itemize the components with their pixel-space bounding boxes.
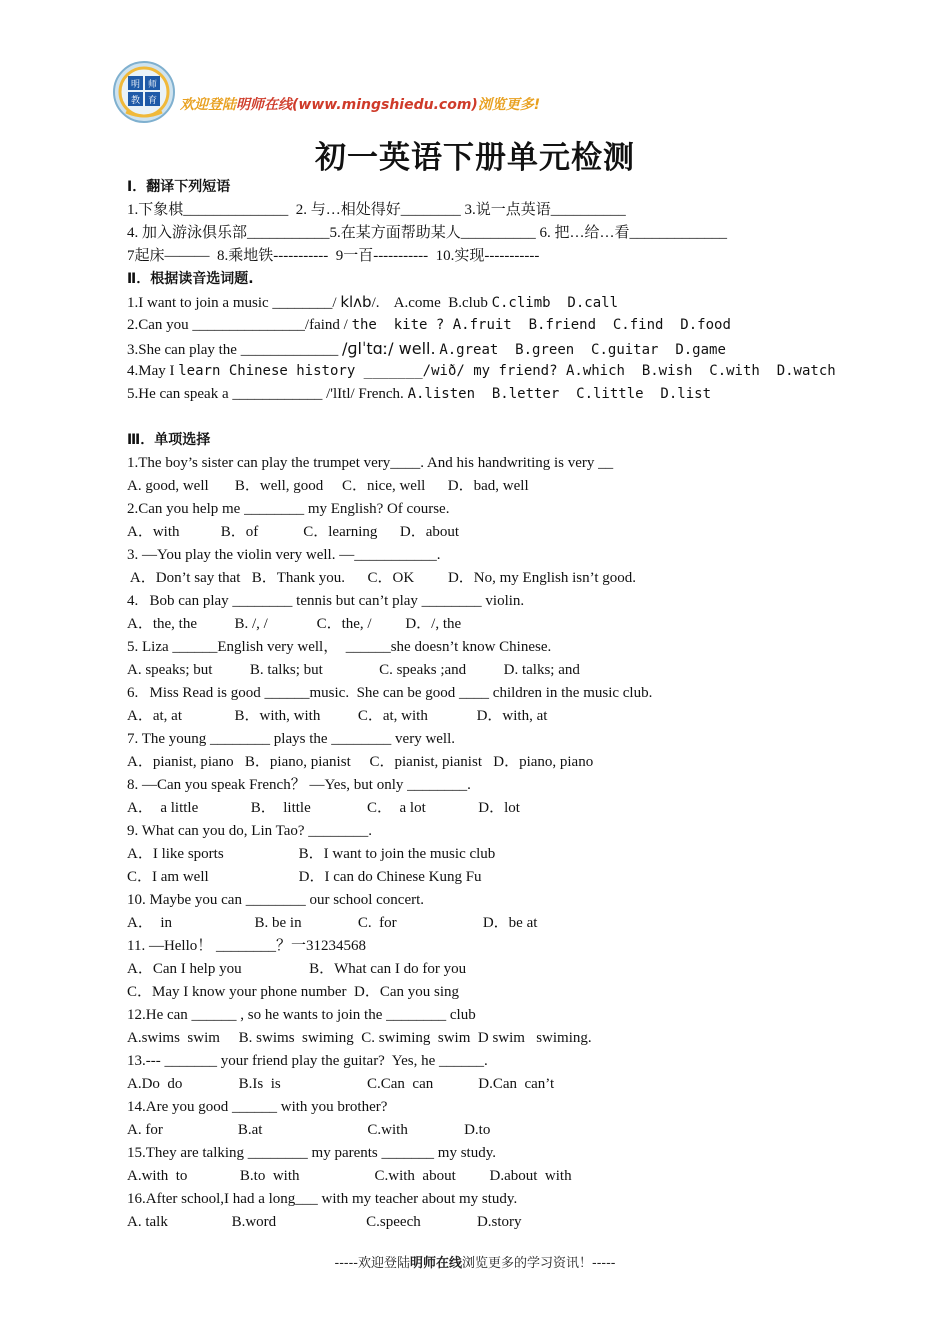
pronunciation-question-5	[127, 383, 907, 406]
choice-line: 6. Miss Read is good ______music. She can be good ____ children in the music club.	[127, 685, 653, 701]
footer-brand[interactable]: 明师在线	[409, 1256, 462, 1271]
choice-line: A.with to B.to with C.with about D.about with	[127, 1168, 572, 1184]
choice-line: A. for B.at C.with D.to	[127, 1122, 491, 1138]
choice-line: 7. The young ________ plays the ________ very well.	[127, 731, 456, 747]
section-heading-translate: Ⅰ．翻译下列短语	[127, 179, 231, 195]
q-options: A.great B.green C.guitar D.game	[439, 342, 726, 358]
pronunciation-question-3	[127, 337, 907, 360]
choice-line: A. good, well B．well, good C．nice, well D．bad, well	[127, 478, 529, 494]
choice-line: A．Don’t say that B．Thank you. C．OK D．No, my English isn’t good.	[127, 570, 637, 586]
choice-line: 16.After school,I had a long___ with my teacher about my study.	[127, 1191, 518, 1207]
pronunciation-question-4	[127, 360, 907, 383]
worksheet-body	[127, 176, 907, 1234]
choice-line: A. talk B.word C.speech D.story	[127, 1214, 522, 1230]
banner-suffix: 浏览更多!	[477, 97, 541, 113]
page-footer	[0, 1252, 950, 1271]
choice-line: 10. Maybe you can ________ our school concert.	[127, 892, 425, 908]
choice-line: 3. —You play the violin very well. —___________.	[127, 547, 441, 563]
q-options-b: C.climb D.call	[491, 295, 619, 311]
choice-line: 1.The boy’s sister can play the trumpet very____. And his handwriting is very __	[127, 455, 614, 471]
pronunciation-question-1	[127, 291, 907, 314]
choice-line: 11. —Hello！ ________？一31234568	[127, 938, 367, 954]
choice-line: 9. What can you do, Lin Tao? ________.	[127, 823, 373, 839]
choice-line: A． in B. be in C. for D．be at	[127, 915, 538, 931]
choice-line: A．with B．of C．learning D．about	[127, 524, 460, 540]
choice-line: A．Can I help you B．What can I do for you	[127, 961, 467, 977]
q-text: 3.She can play the _____________	[127, 342, 342, 358]
q-text: 2.Can you _______________/faind /	[127, 317, 352, 333]
q-phonetic: klʌb	[340, 293, 372, 311]
translate-line-3: 7起床——— 8.乘地铁----------- 9一百----------- 10.实现-----------	[127, 248, 540, 264]
choice-line: 13.--- _______ your friend play the guitar? Yes, he ______.	[127, 1053, 488, 1069]
banner-brand: 明师在线	[236, 97, 292, 113]
choice-line: 5. Liza ______English very well， ______she doesn’t know Chinese.	[127, 639, 552, 655]
choice-line: 8. —Can you speak French？ —Yes, but only ________.	[127, 777, 471, 793]
translate-line-2: 4. 加入游泳俱乐部___________5.在某方面帮助某人__________ 6. 把…给…看_____________	[127, 225, 728, 241]
choice-line: A.Do do B.Is is C.Can can D.Can can’t	[127, 1076, 555, 1092]
pronunciation-question-2	[127, 314, 907, 337]
choice-line: C．I am well D．I can do Chinese Kung Fu	[127, 869, 482, 885]
welcome-banner[interactable]	[180, 94, 540, 114]
q-options: the kite ? A.fruit B.friend C.find D.food	[351, 317, 731, 333]
logo-char-4: 育	[147, 96, 158, 106]
banner-prefix: 欢迎登陆	[180, 97, 236, 113]
q-text: 5.He can speak a ____________ /'lItl/ French.	[127, 386, 408, 402]
choice-line: A.swims swim B. swims swiming C. swiming swim D swim swiming.	[127, 1030, 592, 1046]
choice-line: A．pianist, piano B．piano, pianist C．pianist, pianist D．piano, piano	[127, 754, 594, 770]
q-options: learn Chinese history _______/wið/ my friend? A.which B.wish C.with D.watch	[178, 363, 836, 379]
choice-line: A．at, at B．with, with C．at, with D．with, at	[127, 708, 548, 724]
q-text: 1.I want to join a music ________/	[127, 295, 341, 311]
spacer	[127, 406, 907, 429]
choice-line: A． a little B． little C． a lot D．lot	[127, 800, 520, 816]
q-options: A.listen B.letter C.little D.list	[407, 386, 711, 402]
choice-line: 12.He can ______ , so he wants to join the ________ club	[127, 1007, 476, 1023]
q-text: 4.May I	[127, 363, 179, 379]
choice-line: A. speaks; but B. talks; but C. speaks ;and D. talks; and	[127, 662, 580, 678]
q-options-a: /. A.come B.club	[371, 295, 492, 311]
footer-prefix: -----欢迎登陆	[334, 1256, 410, 1271]
translate-line-1: 1.下象棋______________ 2. 与…相处得好________ 3.说一点英语__________	[127, 202, 626, 218]
choice-line: 15.They are talking ________ my parents _______ my study.	[127, 1145, 496, 1161]
section-heading-pronunciation: Ⅱ．根据读音选词题.	[127, 271, 254, 287]
mingshi-logo	[112, 60, 176, 124]
choice-line: 14.Are you good ______ with you brother?	[127, 1099, 388, 1115]
q-phonetic: /ɡlˈtɑː/ well.	[341, 339, 436, 358]
logo-char-2: 师	[147, 80, 158, 90]
choice-line: 2.Can you help me ________ my English? Of course.	[127, 501, 450, 517]
choice-line: A．the, the B. /, / C．the, / D．/, the	[127, 616, 462, 632]
footer-suffix: 浏览更多的学习资讯！-----	[462, 1256, 616, 1271]
page-title: 初一英语下册单元检测	[315, 140, 635, 176]
logo-char-3: 教	[130, 96, 141, 106]
choice-line: C．May I know your phone number D．Can you sing	[127, 984, 460, 1000]
choice-line: 4. Bob can play ________ tennis but can’t play ________ violin.	[127, 593, 525, 609]
logo-char-1: 明	[130, 80, 141, 90]
section-heading-choice: Ⅲ．单项选择	[127, 432, 211, 448]
banner-site[interactable]: (www.mingshiedu.com)	[292, 97, 478, 113]
page-header	[112, 60, 712, 126]
choice-line: A．I like sports B．I want to join the music club	[127, 846, 496, 862]
